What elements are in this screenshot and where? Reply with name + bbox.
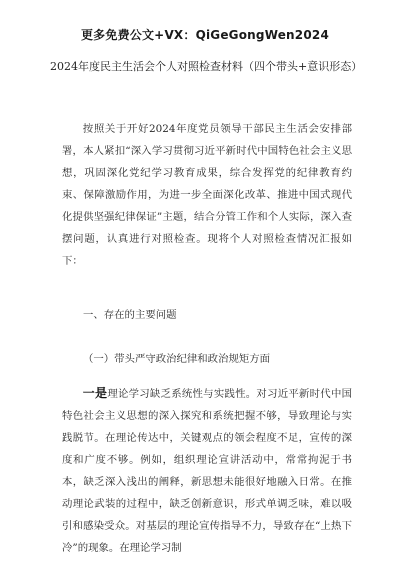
promo-header: 更多免费公文+VX：QiGeGongWen2024 — [80, 28, 329, 42]
section-heading: 一、存在的主要问题 — [83, 309, 177, 321]
subsection-heading: （一）带头严守政治纪律和政治规矩方面 — [83, 353, 271, 365]
paragraph-lead: 一是 — [82, 386, 108, 400]
intro-paragraph: 按照关于开好2024年度党员领导干部民主生活会安排部署，本人紧扣“深入学习贯彻习近平新时代中国特色社会主义思想，巩固深化党纪学习教育成果，综合发挥党的纪律教育约束、保障激励作用，为进一步全面深化改革、推进中国式现代化提供坚强纪律保证”主题，结合分管工作和个人实际，深入查摆问题，认真进行对照检查。现将个人对照检查情况汇报如下： — [62, 123, 352, 267]
document-title: 2024年度民主生活会个人对照检查材料（四个带头+意识形态） — [50, 60, 363, 73]
body-paragraph — [62, 382, 352, 559]
paragraph-text: 理论学习缺乏系统性与实践性。对习近平新时代中国特色社会主义思想的深入探究和系统把握不够，导致理论与实践脱节。在理论传达中，关键观点的领会程度不足，宣传的深度和广度不够。例如，组织理论宣讲活动中，常常拘泥于书本，缺乏深入浅出的阐释，新思想未能很好地融入日常。在推动理论武装的过程中，缺乏创新意识，形式单调乏味，难以吸引和感染受众。对基层的理论宣传指导不力，导致存在“上热下冷”的现象。在理论学习制 — [62, 388, 352, 554]
